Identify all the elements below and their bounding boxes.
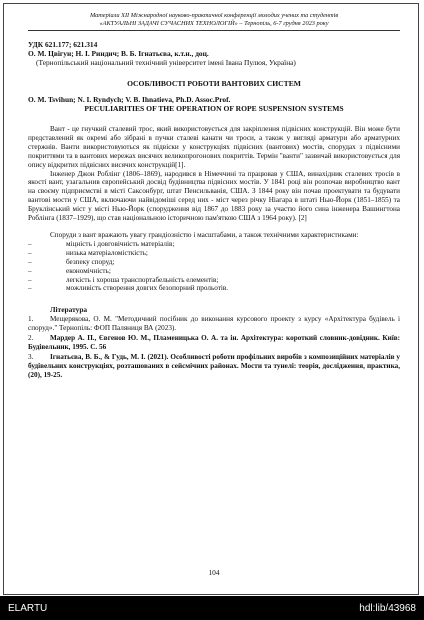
affiliation: (Тернопільський національний технічний університет імені Івана Пулюя, Україна) (36, 58, 296, 67)
paragraph-3: Споруди з вант вражають увагу грандіозністю і масштабами, а також технічними характеристиками: (50, 230, 359, 239)
reference-number: 1. (28, 315, 34, 324)
list-item-text: економічність; (66, 266, 111, 275)
list-item (28, 249, 400, 258)
authors: О. М. Цвігун; Н. І. Риндич; В. Б. Ігнатьєва, к.т.н., доц. (28, 49, 209, 58)
paper-title: ОСОБЛИВОСТІ РОБОТИ ВАНТОВИХ СИСТЕМ (127, 79, 301, 88)
references-heading: Література (50, 305, 88, 315)
characteristics-list (28, 240, 400, 293)
reference-text: Мардер А. П., Євгенов Ю. М., Пламеницька О. А. та ін. Архітектура: короткий словник-довідник. Київ: Будівельник, 1995. С. 56 (28, 334, 400, 352)
repository-footer (0, 596, 424, 620)
list-item-text: безпеку споруд; (66, 257, 115, 266)
list-item-text: низька матеріаломісткість; (66, 248, 148, 257)
list-item (28, 284, 400, 293)
list-dash: – (28, 284, 32, 293)
list-dash: – (28, 257, 32, 266)
list-dash: – (28, 248, 32, 257)
list-item (28, 276, 400, 285)
authors-english: O. M. Tsvihun; N. I. Ryndych; V. B. Ihnatieva, Ph.D. Assoc.Prof. (28, 95, 231, 104)
reference-item (28, 334, 400, 352)
page-number: 104 (208, 568, 220, 577)
header-line-2: «АКТУАЛЬНІ ЗАДАЧІ СУЧАСНИХ ТЕХНОЛОГІЙ» – Тернопіль, 6-7 грудня 2023 року (99, 20, 329, 27)
reference-text: Ігнатьєва, В. Б., & Гудь, М. І. (2021). Особливості роботи профільних виробів з композиційних матеріалів у будівельних конструкціях, розташованих в сейсмічних районах. Мости та тунелі: теорія, дослідження, практика, (20), 19-25. (28, 352, 400, 379)
list-item-text: можливість створення довгих безопорний прольотів. (66, 284, 229, 293)
reference-item (28, 353, 400, 380)
list-item (28, 267, 400, 276)
list-dash: – (28, 239, 32, 248)
conference-header (28, 12, 400, 31)
paragraph-1: Вант - це гнучкий сталевий трос, який використовується для закріплення підвісних конструкцій. Він може бути представлений як окремі або зібрані в пучки сталеві канати чи троси, а також у вигляді арматури або арматурних стержнів. Ванти використовуються як підвіски у конструкціях підвісних (вантових) мостів, спорудах з підвісними покриттями та в вантових мережах висячих великопрогонових покриттів. Термін "ванти" зазвичай використовується для опису відкритих підвісних висячих конструкцій[1]. (28, 125, 400, 169)
list-item (28, 240, 400, 249)
header-line-1: Матеріали XII Міжнародної науково-практичної конференції молодих учених та студентів (89, 12, 339, 19)
reference-number: 3. (28, 352, 34, 361)
list-dash: – (28, 266, 32, 275)
reference-number: 2. (28, 334, 34, 343)
paper-title-english: PECULIARITIES OF THE OPERATION OF ROPE SUSPENSION SYSTEMS (84, 104, 344, 113)
handle-id[interactable]: hdl:lib/43968 (359, 603, 416, 614)
paragraph-2: Інженер Джон Роблінг (1806–1869), народився в Німеччині та працював у США, винахідник сталевих тросів в якості вант, узагальнив європейський досвід будівництва підвісних мостів. У 1841 році він розпочав виробництво вант на своєму підприємстві в місті Саксонбург, штат Пенсильванія, США. З 1844 року він почав проектувати та будувати вантові мости у США, включаючи найвідоміші серед них - міст через річку Ніагара в штаті Нью-Йорк (1851–1855) та Бруклінський міст у місті Нью-Йорк (спорудження від 1867 до 1883 року за участю його сина інженера Вашингтона Роблінга (1837–1929), що став національною історичною пам'яткою США з 1964 року). [2] (28, 169, 400, 223)
list-item (28, 258, 400, 267)
page-frame (3, 3, 419, 595)
list-item-text: легкість і хороша транспортабельність елементів; (66, 275, 219, 284)
list-item-text: міцність і довговічність матеріалів; (66, 239, 175, 248)
document-page (28, 12, 400, 577)
udk-code: УДК 621.177; 621.314 (28, 40, 98, 49)
repository-name[interactable]: ELARTU (8, 603, 48, 614)
reference-text: Мещерякова, О. М. "Методичний посібник до виконання курсового проекту з курсу «Архітектура будівель і споруд»." Тернопіль: ФОП Паляниця ВА (2023). (28, 315, 400, 333)
list-dash: – (28, 275, 32, 284)
reference-item (28, 315, 400, 333)
